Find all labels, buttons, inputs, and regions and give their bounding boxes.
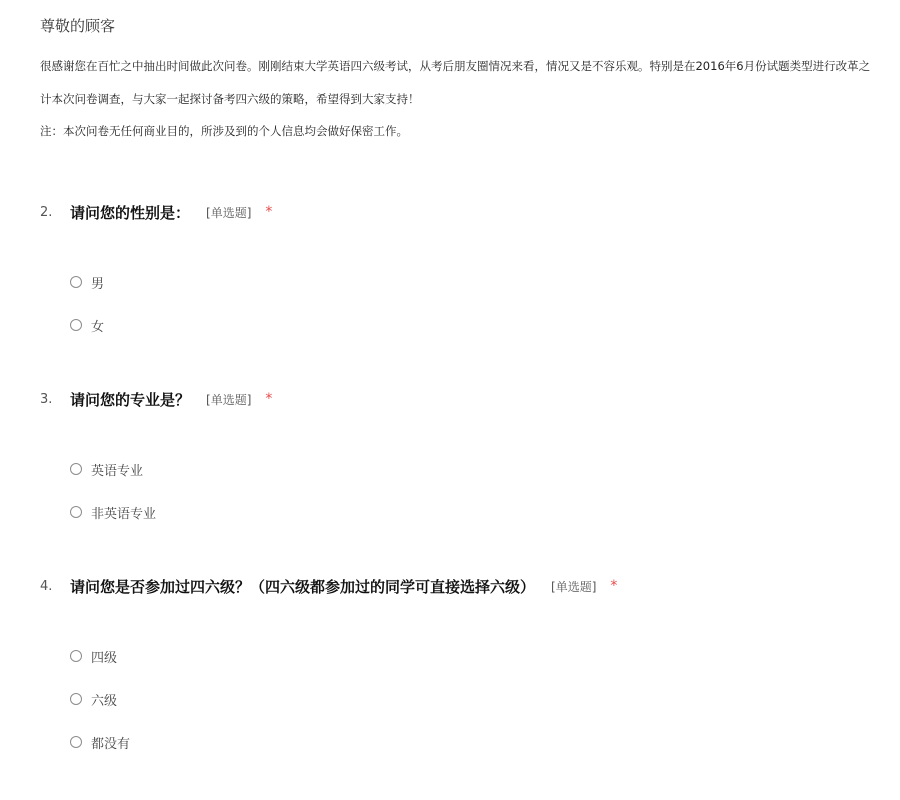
option-cet6[interactable] — [70, 689, 117, 709]
intro-note: 注：本次问卷无任何商业目的，所涉及到的个人信息均会做好保密工作。 — [40, 124, 408, 138]
option-label: 都没有 — [91, 736, 131, 752]
question-header — [40, 387, 272, 411]
option-label: 六级 — [91, 693, 118, 709]
radio-button[interactable] — [70, 276, 82, 288]
option-non-english-major[interactable] — [70, 502, 156, 522]
intro-paragraph-2: 计本次问卷调查，与大家一起探讨备考四六级的策略，希望得到大家支持！ — [40, 92, 420, 106]
option-cet4[interactable] — [70, 646, 117, 666]
radio-button[interactable] — [70, 506, 82, 518]
question-title: 请问您的性别是： — [70, 203, 191, 222]
question-number: 4. — [40, 578, 53, 594]
question-type-label: [单选题] — [206, 392, 252, 407]
question-number: 3. — [40, 391, 53, 407]
option-label: 四级 — [91, 650, 118, 666]
radio-button[interactable] — [70, 650, 82, 662]
question-header — [40, 200, 272, 224]
question-number: 2. — [40, 204, 53, 220]
option-female[interactable] — [70, 315, 104, 335]
question-header — [40, 574, 617, 598]
option-label: 女 — [91, 319, 105, 335]
option-label: 英语专业 — [91, 463, 144, 479]
option-none[interactable] — [70, 732, 130, 752]
required-mark: * — [265, 391, 273, 407]
intro-paragraph-1: 很感谢您在百忙之中抽出时间做此次问卷。刚刚结束大学英语四六级考试，从考后朋友圈情况来看，情况又是不容乐观。特别是在2016年6月份试题类型进行改革之 — [40, 59, 871, 73]
greeting-heading: 尊敬的顾客 — [40, 17, 116, 35]
question-title: 请问您是否参加过四六级？（四六级都参加过的同学可直接选择六级） — [70, 577, 536, 596]
radio-button[interactable] — [70, 693, 82, 705]
required-mark: * — [265, 204, 273, 220]
question-type-label: [单选题] — [551, 579, 597, 594]
option-male[interactable] — [70, 272, 104, 292]
option-label: 男 — [91, 276, 105, 292]
radio-button[interactable] — [70, 319, 82, 331]
radio-button[interactable] — [70, 736, 82, 748]
option-label: 非英语专业 — [91, 506, 157, 522]
question-type-label: [单选题] — [206, 205, 252, 220]
question-title: 请问您的专业是？ — [70, 390, 191, 409]
option-english-major[interactable] — [70, 459, 143, 479]
radio-button[interactable] — [70, 463, 82, 475]
required-mark: * — [610, 578, 618, 594]
